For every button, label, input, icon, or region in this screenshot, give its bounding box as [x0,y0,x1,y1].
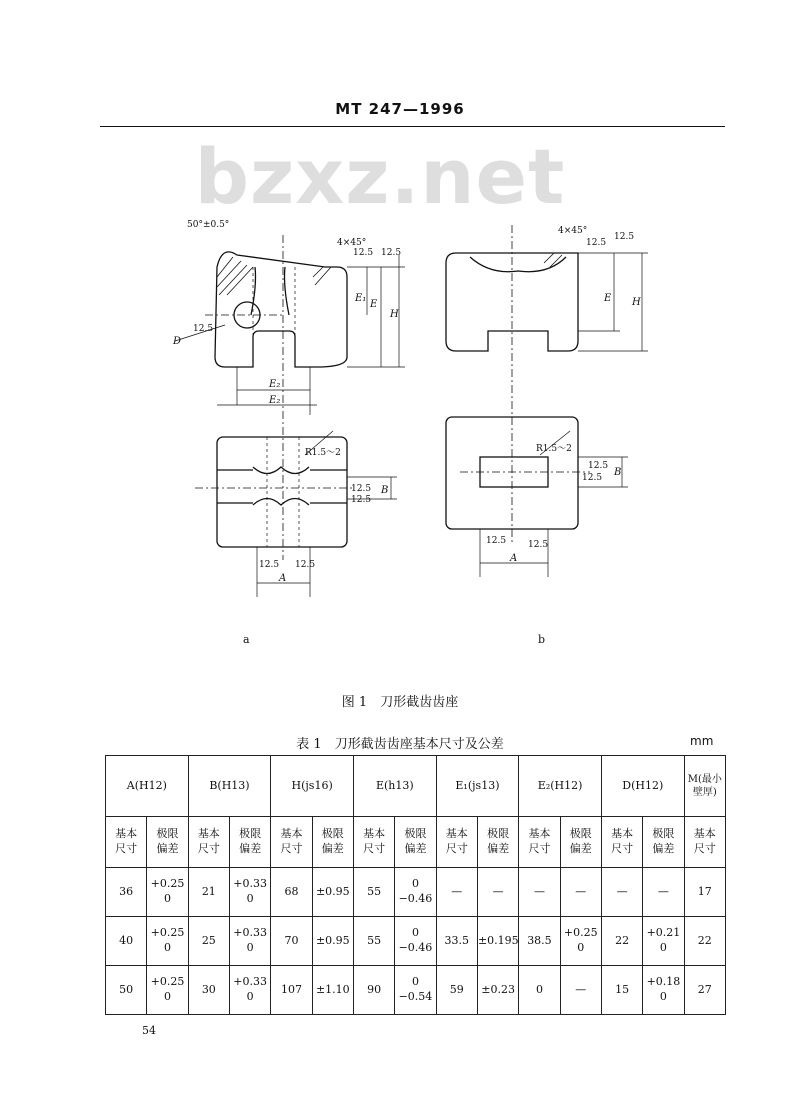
dim-label-b: B [381,485,389,496]
figure-view-a [165,205,435,655]
table-cell: 15 [601,966,642,1015]
table-cell: 0 −0.46 [395,917,436,966]
roughness-label: 12.5 [586,238,607,248]
table-group-cell: D(H12) [601,756,684,817]
roughness-label: 12.5 [486,536,507,546]
table-row [106,966,726,1015]
chamfer-label-a: 4×45° [337,238,367,248]
table-subheader-cell: 基本尺寸 [519,817,560,868]
table-cell: — [643,868,684,917]
table-row [106,917,726,966]
table-cell: +0.33 0 [229,868,270,917]
dim-label-e-b: E [604,293,612,304]
table-cell: ±0.23 [477,966,518,1015]
roughness-label: 12.5 [295,560,316,570]
dim-label-d: D [173,336,182,347]
table-cell: — [560,966,601,1015]
chamfer-label-b: 4×45° [558,226,588,236]
table-group-cell: B(H13) [188,756,271,817]
table-cell: 0 −0.46 [395,868,436,917]
table-cell: 70 [271,917,312,966]
header-rule [100,126,725,127]
table-cell: ±0.95 [312,917,353,966]
table-group-cell: E(h13) [353,756,436,817]
table-cell: — [560,868,601,917]
table-cell: — [601,868,642,917]
table-cell: 36 [106,868,147,917]
table-cell: +0.33 0 [229,917,270,966]
table-cell: +0.25 0 [147,966,188,1015]
view-a-label: a [243,633,250,646]
table-cell: 50 [106,966,147,1015]
table-group-cell: H(js16) [271,756,354,817]
table-cell: +0.21 0 [643,917,684,966]
table-unit: mm [690,734,714,748]
angle-label: 50°±0.5° [187,220,230,230]
dim-label-h-b: H [632,297,641,308]
table-cell: 27 [684,966,725,1015]
table-subheader-cell: 极限偏差 [477,817,518,868]
roughness-label: 12.5 [351,484,372,494]
dim-label-e: E [370,299,378,310]
table-group-cell: A(H12) [106,756,189,817]
table-cell: +0.33 0 [229,966,270,1015]
table-cell: 68 [271,868,312,917]
table-group-cell: M(最小壁厚) [684,756,725,817]
table-cell: 33.5 [436,917,477,966]
radius-label-b: R1.5～2 [536,444,572,454]
dim-label-h: H [390,309,399,320]
table-cell: 55 [353,917,394,966]
table-cell: 0 [519,966,560,1015]
roughness-label: 12.5 [614,232,635,242]
table-cell: 40 [106,917,147,966]
table-group-cell: E₁(js13) [436,756,519,817]
table-cell: 107 [271,966,312,1015]
roughness-label: 12.5 [582,473,603,483]
table-subheader-cell: 极限偏差 [643,817,684,868]
roughness-label: 12.5 [588,461,609,471]
table-cell: 0 −0.54 [395,966,436,1015]
figure-caption: 图 1 刀形截齿齿座 [341,695,459,710]
dim-label-e1: E₁ [355,293,367,304]
table-cell: 17 [684,868,725,917]
roughness-label: 12.5 [259,560,280,570]
table-group-header [106,756,726,817]
table-sub-header [106,817,726,868]
dim-label-a: A [279,573,287,584]
table-cell: 90 [353,966,394,1015]
table-subheader-cell: 基本尺寸 [106,817,147,868]
table-subheader-cell: 极限偏差 [147,817,188,868]
table-cell: 21 [188,868,229,917]
dim-label-b-b: B [614,467,622,478]
watermark: bzxz.net [194,132,566,221]
table-group-cell: E₂(H12) [519,756,602,817]
table-subheader-cell: 极限偏差 [395,817,436,868]
page-number: 54 [142,1024,156,1037]
table-cell: +0.25 0 [560,917,601,966]
standard-header: MT 247—1996 [335,100,465,118]
table-cell: ±1.10 [312,966,353,1015]
table-subheader-cell: 基本尺寸 [436,817,477,868]
table-cell: 22 [684,917,725,966]
table-cell: +0.18 0 [643,966,684,1015]
roughness-label: 12.5 [528,540,549,550]
table-cell: 38.5 [519,917,560,966]
table-cell: — [477,868,518,917]
table-subheader-cell: 极限偏差 [312,817,353,868]
dim-label-a-b: A [510,553,518,564]
table-subheader-cell: 基本尺寸 [601,817,642,868]
table-cell: ±0.195 [477,917,518,966]
figure-view-b [430,205,670,655]
dim-label-e2: E₂ [269,379,281,390]
roughness-label: 12.5 [193,324,214,334]
dimension-table [105,755,726,1015]
roughness-label: 12.5 [353,248,374,258]
radius-label-a: R1.5～2 [305,448,341,458]
table-cell: 59 [436,966,477,1015]
table-cell: +0.25 0 [147,917,188,966]
view-b-label: b [538,633,546,646]
table-subheader-cell: 极限偏差 [560,817,601,868]
table-subheader-cell: 极限偏差 [229,817,270,868]
table-subheader-cell: 基本尺寸 [271,817,312,868]
table-subheader-cell: 基本尺寸 [353,817,394,868]
table-row [106,868,726,917]
table-subheader-cell: 基本尺寸 [188,817,229,868]
dim-label-e3: E₂ [269,395,281,406]
table-cell: — [519,868,560,917]
table-cell: 25 [188,917,229,966]
table-cell: — [436,868,477,917]
table-subheader-cell: 基本尺寸 [684,817,725,868]
table-cell: ±0.95 [312,868,353,917]
roughness-label: 12.5 [381,248,402,258]
table-cell: 55 [353,868,394,917]
roughness-label: 12.5 [351,495,372,505]
table-cell: +0.25 0 [147,868,188,917]
table-caption: 表 1 刀形截齿齿座基本尺寸及公差 [296,737,504,752]
table-cell: 22 [601,917,642,966]
table-cell: 30 [188,966,229,1015]
